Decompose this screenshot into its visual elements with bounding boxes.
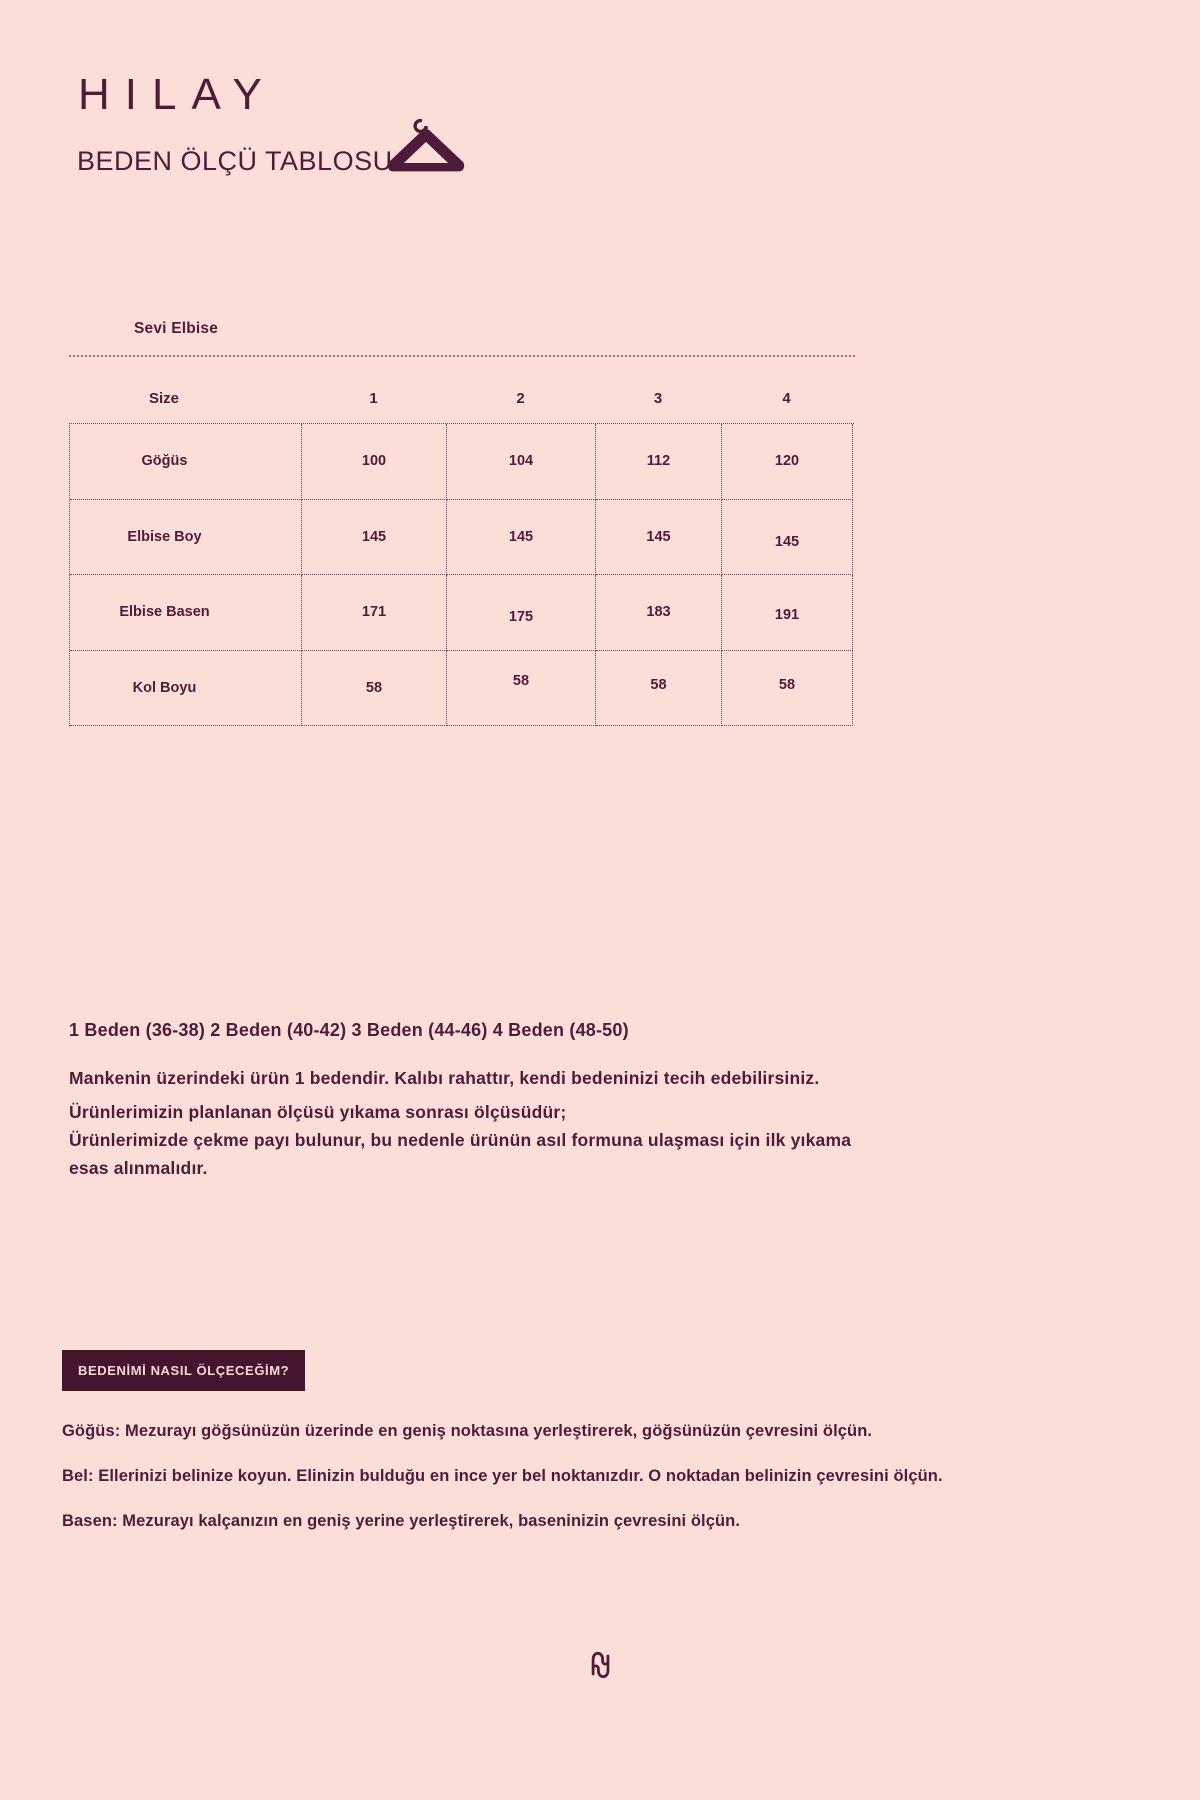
- brand-logo: HILAY: [78, 70, 277, 119]
- size-column-1: 1: [369, 390, 378, 407]
- model-note: Mankenin üzerindeki ürün 1 bedendir. Kalıbı rahattır, kendi bedeninizi tecih edebilirsiniz.: [69, 1068, 820, 1088]
- separator-line: [69, 355, 855, 357]
- wash-note: [69, 1098, 851, 1182]
- cell-elbise-basen-2: 175: [447, 575, 596, 651]
- instruction-basen: Basen: Mezurayı kalçanızın en geniş yerine yerleştirerek, baseninizin çevresini ölçün.: [62, 1512, 741, 1530]
- instruction-gogus: Göğüs: Mezurayı göğsünüzün üzerinde en geniş noktasına yerleştirerek, göğsünüzün çevresini ölçün.: [62, 1422, 873, 1440]
- size-table-header: [69, 374, 854, 423]
- size-column-2: 2: [516, 390, 525, 407]
- cell-gogus-3: 112: [596, 424, 722, 500]
- how-to-measure-button[interactable]: BEDENİMİ NASIL ÖLÇECEĞİM?: [62, 1350, 305, 1391]
- product-name: Sevi Elbise: [134, 320, 219, 337]
- cell-gogus-4: 120: [722, 424, 853, 500]
- cell-kol-boyu-2: 58: [447, 651, 596, 727]
- cell-gogus-2: 104: [447, 424, 596, 500]
- cell-elbise-basen-1: 171: [302, 575, 447, 651]
- cell-elbise-basen-4: 191: [722, 575, 853, 651]
- row-label-elbise-basen: Elbise Basen: [70, 575, 302, 651]
- cell-kol-boyu-4: 58: [722, 651, 853, 727]
- size-column-4: 4: [782, 390, 791, 407]
- hanger-icon: [384, 106, 468, 188]
- wash-note-line-2: Ürünlerimizde çekme payı bulunur, bu nedenle ürünün asıl formuna ulaşması için ilk yıkama: [69, 1130, 852, 1150]
- size-table-body: [69, 423, 854, 726]
- brand-monogram-icon: [584, 1648, 616, 1682]
- cell-gogus-1: 100: [302, 424, 447, 500]
- cell-elbise-boy-4: 145: [722, 500, 853, 576]
- row-label-kol-boyu: Kol Boyu: [70, 651, 302, 727]
- cell-kol-boyu-1: 58: [302, 651, 447, 727]
- row-label-gogus: Göğüs: [70, 424, 302, 500]
- cell-elbise-boy-2: 145: [447, 500, 596, 576]
- wash-note-line-1: Ürünlerimizin planlanan ölçüsü yıkama sonrası ölçüsüdür;: [69, 1102, 567, 1122]
- size-guide-note: 1 Beden (36-38) 2 Beden (40-42) 3 Beden (44-46) 4 Beden (48-50): [69, 1020, 629, 1040]
- size-header-label: Size: [148, 390, 179, 407]
- size-column-3: 3: [653, 390, 663, 407]
- cell-elbise-boy-1: 145: [302, 500, 447, 576]
- instruction-bel: Bel: Ellerinizi belinize koyun. Elinizin bulduğu en ince yer bel noktanızdır. O noktadan belinizin çevresini ölçün.: [62, 1467, 943, 1485]
- row-label-elbise-boy: Elbise Boy: [70, 500, 302, 576]
- cell-elbise-basen-3: 183: [596, 575, 722, 651]
- cell-elbise-boy-3: 145: [596, 500, 722, 576]
- page-title: BEDEN ÖLÇÜ TABLOSU: [77, 146, 393, 176]
- cell-kol-boyu-3: 58: [596, 651, 722, 727]
- wash-note-line-3: esas alınmalıdır.: [69, 1158, 208, 1178]
